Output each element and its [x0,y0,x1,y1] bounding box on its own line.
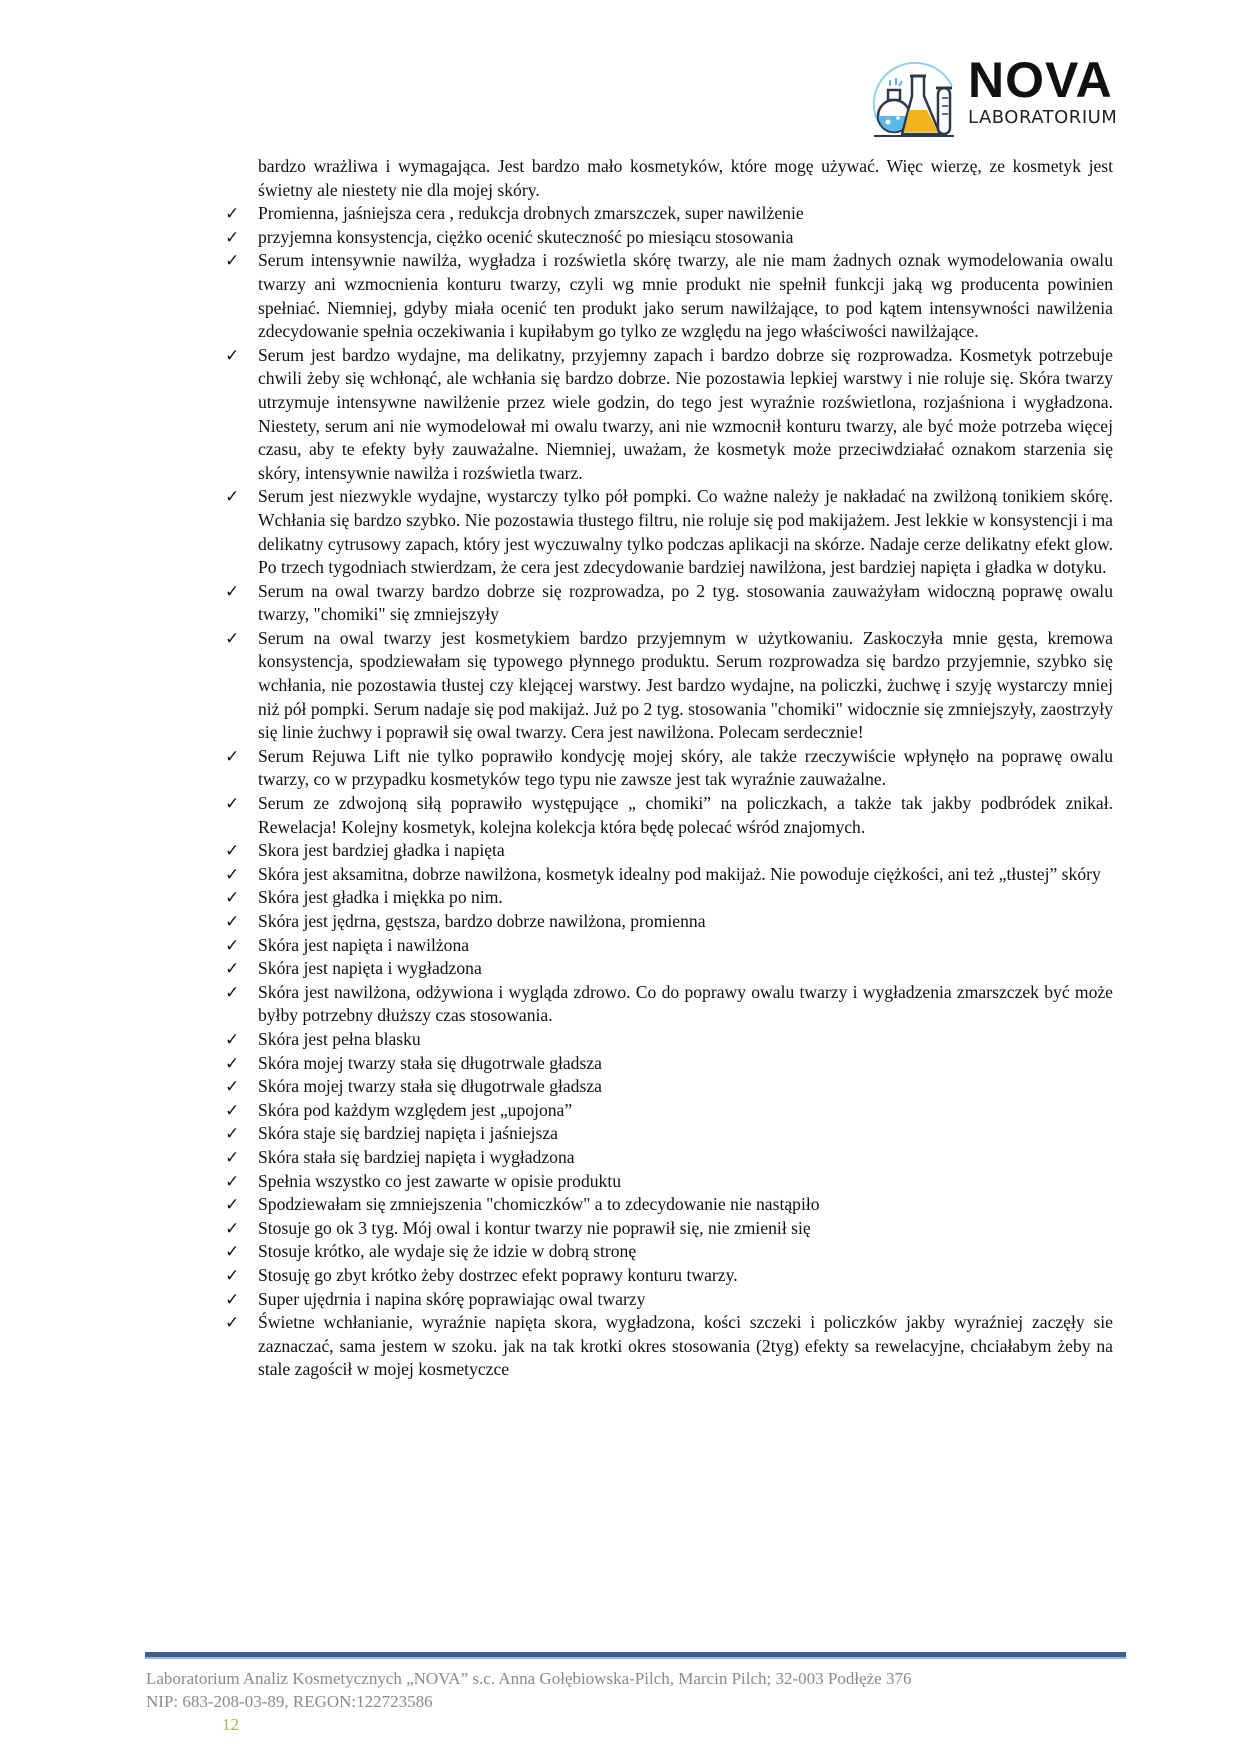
review-list-item [225,1099,1113,1123]
checkmark-icon: ✓ [225,1147,240,1167]
review-text: Serum jest bardzo wydajne, ma delikatny, przyjemny zapach i bardzo dobrze się rozprowadza. Kosmetyk potrzebuje chwili żeby się wchłonąć, ale wchłania się bardzo dobrze. Nie pozostawia lepkiej warstwy i nie roluje się. Skóra twarzy utrzymuje intensywne nawilżenie przez wiele godzin, do tego jest wyraźnie rozświetlona, rozjaśniona i wygładzona. Niestety, serum ani nie wymodelował mi owalu twarzy, ani nie wzmocnił konturu twarzy, ale być może potrzeba więcej czasu, aby te efekty były zauważalne. Niemniej, uważam, że kosmetyk może przeciwdziałać oznakom starzenia się skóry, intensywnie nawilża i rozświetla twarz. [258,344,1113,483]
review-list-item [225,839,1113,863]
review-list-item [225,1311,1113,1382]
review-text: Stosuję go zbyt krótko żeby dostrzec efekt poprawy konturu twarzy. [258,1264,738,1285]
review-text: Skóra pod każdym względem jest „upojona” [258,1099,573,1120]
review-list-item [225,745,1113,792]
checkmark-icon: ✓ [225,982,240,1002]
footer-company-line: Laboratorium Analiz Kosmetycznych „NOVA” s.c. Anna Gołębiowska-Pilch, Marcin Pilch; 32-003 Podłęże 376 [146,1669,912,1688]
review-text: Skóra jest gładka i miękka po nim. [258,887,503,908]
checkmark-icon: ✓ [225,959,240,979]
checkmark-icon: ✓ [225,888,240,908]
checkmark-icon: ✓ [225,1053,240,1073]
checkmark-icon: ✓ [225,1124,240,1144]
review-list-item [225,485,1113,579]
review-text: Serum Rejuwa Lift nie tylko poprawiło kondycję mojej skóry, ale także rzeczywiście wpłynęło na poprawę owalu twarzy, co w przypadku kosmetyków tego typu nie zawsze jest tak wyraźnie zauważalne. [258,745,1113,790]
checkmark-icon: ✓ [225,1218,240,1238]
checkmark-icon: ✓ [225,794,240,814]
review-text: Skora jest bardziej gładka i napięta [258,840,505,861]
checkmark-icon: ✓ [225,581,240,601]
checkmark-icon: ✓ [225,841,240,861]
checkmark-icon: ✓ [225,251,240,271]
review-list-item [225,863,1113,887]
reviews-list [225,202,1113,1382]
page-number: 12 [222,1715,239,1734]
footer-divider [145,1652,1126,1659]
checkmark-icon: ✓ [225,204,240,224]
review-text: Skóra jest napięta i nawilżona [258,934,470,955]
footer-tax-line: NIP: 683-208-03-89, REGON:122723586 [146,1692,433,1711]
checkmark-icon: ✓ [225,935,240,955]
review-list-item [225,344,1113,486]
review-text: Skóra stała się bardziej napięta i wygładzona [258,1146,575,1167]
checkmark-icon: ✓ [225,487,240,507]
review-list-item [225,202,1113,226]
footer-address [146,1667,911,1713]
review-list-item [225,627,1113,745]
review-list-item [225,580,1113,627]
checkmark-icon: ✓ [225,227,240,247]
review-list-item [225,1028,1113,1052]
review-list-item [225,1146,1113,1170]
lab-flasks-icon [868,52,960,144]
review-list-item [225,226,1113,250]
checkmark-icon: ✓ [225,1265,240,1285]
review-text: Super ujędrnia i napina skórę poprawiając owal twarzy [258,1288,646,1309]
checkmark-icon: ✓ [225,1100,240,1120]
review-list-item [225,1075,1113,1099]
review-text: Spodziewałam się zmniejszenia "chomiczków" a to zdecydowanie nie nastąpiło [258,1194,820,1215]
checkmark-icon: ✓ [225,746,240,766]
logo-title: NOVA [968,52,1113,108]
review-text: Skóra jest pełna blasku [258,1028,421,1049]
review-text: Stosuje go ok 3 tyg. Mój owal i kontur twarzy nie poprawił się, nie zmienił się [258,1217,811,1238]
review-list-item [225,886,1113,910]
reviews-section [225,155,1113,1382]
review-text: Serum na owal twarzy jest kosmetykiem bardzo przyjemnym w użytkowaniu. Zaskoczyła mnie gęsta, kremowa konsystencja, spodziewałam się typowego płynnego produktu. Serum rozprowadza się bardzo przyjemnie, szybko się wchłania, nie pozostawia tłustej czy klejącej warstwy. Jest bardzo wydajne, na policzki, żuchwę i szyję wystarczy mniej niż pół pompki. Serum nadaje się pod makijaż. Już po 2 tyg. stosowania "chomiki" widocznie się zmniejszyły, zaostrzyły się linie żuchwy i poprawił się owal twarzy. Cera jest nawilżona. Polecam serdecznie! [258,627,1113,743]
review-list-item [225,1193,1113,1217]
review-text: Serum ze zdwojoną siłą poprawiło występujące „ chomiki” na policzkach, a także tak jakby podbródek znikał. Rewelacja! Kolejny kosmetyk, kolejna kolekcja która będę polecać wśród znajomych. [258,793,1113,837]
review-text: Spełnia wszystko co jest zawarte w opisie produktu [258,1170,622,1191]
review-list-item [225,792,1113,839]
review-text: Serum intensywnie nawilża, wygładza i rozświetla skórę twarzy, ale nie mam żadnych oznak wymodelowania owalu twarzy ani wzmocnienia konturu twarzy, czyli wg mnie produkt nie spełnił funkcji jaką wg producenta powinien spełniać. Niemniej, gdyby miała ocenić ten produkt jako serum nawilżające, to pod kątem intensywności nawilżenia zdecydowanie spełnia oczekiwania i kupiłabym go tylko ze względu na jego właściwości nawilżające. [258,250,1113,342]
review-list-item [225,957,1113,981]
checkmark-icon: ✓ [225,1077,240,1097]
checkmark-icon: ✓ [225,628,240,648]
review-text: Skóra jest nawilżona, odżywiona i wygląda zdrowo. Co do poprawy owalu twarzy i wygładzenia zmarszczek być może byłby potrzebny dłuższy czas stosowania. [258,981,1113,1026]
review-list-item [225,1170,1113,1194]
checkmark-icon: ✓ [225,1171,240,1191]
review-list-item [225,1240,1113,1264]
checkmark-icon: ✓ [225,864,240,884]
review-list-item [225,249,1113,343]
checkmark-icon: ✓ [225,345,240,365]
review-text: Skóra mojej twarzy stała się długotrwale gładsza [258,1052,602,1073]
checkmark-icon: ✓ [225,1029,240,1049]
review-list-item [225,1288,1113,1312]
checkmark-icon: ✓ [225,1289,240,1309]
nova-laboratorium-logo [868,52,1118,144]
review-text: przyjemna konsystencja, ciężko ocenić skuteczność po miesiącu stosowania [258,226,794,247]
review-list-item [225,910,1113,934]
review-text: Stosuje krótko, ale wydaje się że idzie w dobrą stronę [258,1241,637,1262]
review-text: Skóra staje się bardziej napięta i jaśniejsza [258,1123,558,1144]
review-list-item [225,1052,1113,1076]
checkmark-icon: ✓ [225,912,240,931]
review-text: Skóra jest aksamitna, dobrze nawilżona, kosmetyk idealny pod makijaż. Nie powoduje ciężkości, ani też „tłustej” skóry [258,863,1101,884]
checkmark-icon: ✓ [225,1242,240,1262]
review-text: Serum na owal twarzy bardzo dobrze się rozprowadza, po 2 tyg. stosowania zauważyłam widoczną poprawę owalu twarzy, "chomiki" się zmniejszyły [258,580,1113,625]
checkmark-icon: ✓ [225,1195,240,1215]
continued-review-text: bardzo wrażliwa i wymagająca. Jest bardzo mało kosmetyków, które mogę używać. Więc wierzę, ze kosmetyk jest świetny ale niestety nie dla mojej skóry. [258,156,1113,200]
review-text: Promienna, jaśniejsza cera , redukcja drobnych zmarszczek, super nawilżenie [258,203,804,224]
review-list-item [225,1122,1113,1146]
review-text: Skóra jest napięta i wygładzona [258,958,482,979]
review-text: Skóra jest jędrna, gęstsza, bardzo dobrze nawilżona, promienna [258,911,706,931]
review-list-item [225,981,1113,1028]
logo-subtitle: LABORATORIUM [968,107,1118,128]
checkmark-icon: ✓ [225,1313,240,1333]
review-list-item [225,1217,1113,1241]
review-text: Serum jest niezwykle wydajne, wystarczy tylko pół pompki. Co ważne należy je nakładać na zwilżoną tonikiem skórę. Wchłania się bardzo szybko. Nie pozostawia tłustego filtru, nie roluje się pod makijażem. Jest lekkie w konsystencji i ma delikatny cytrusowy zapach, który jest wyczuwalny tylko podczas aplikacji na skórze. Nadaje cerze delikatny efekt glow. Po trzech tygodniach stwierdzam, że cera jest zdecydowanie bardziej nawilżona, jest bardziej napięta i gładka w dotyku. [258,486,1113,578]
review-list-item [225,1264,1113,1288]
review-text: Świetne wchłanianie, wyraźnie napięta skora, wygładzona, kości szczeki i policzków jakby wyraźniej zaczęły sie zaznaczać, sama jestem w szoku. jak na tak krotki okres stosowania (2tyg) efekty sa rewelacyjne, chciałabym żeby na stale zagościł w mojej kosmetyczce [258,1312,1113,1380]
review-text: Skóra mojej twarzy stała się długotrwale gładsza [258,1076,602,1097]
review-list-item [225,934,1113,958]
